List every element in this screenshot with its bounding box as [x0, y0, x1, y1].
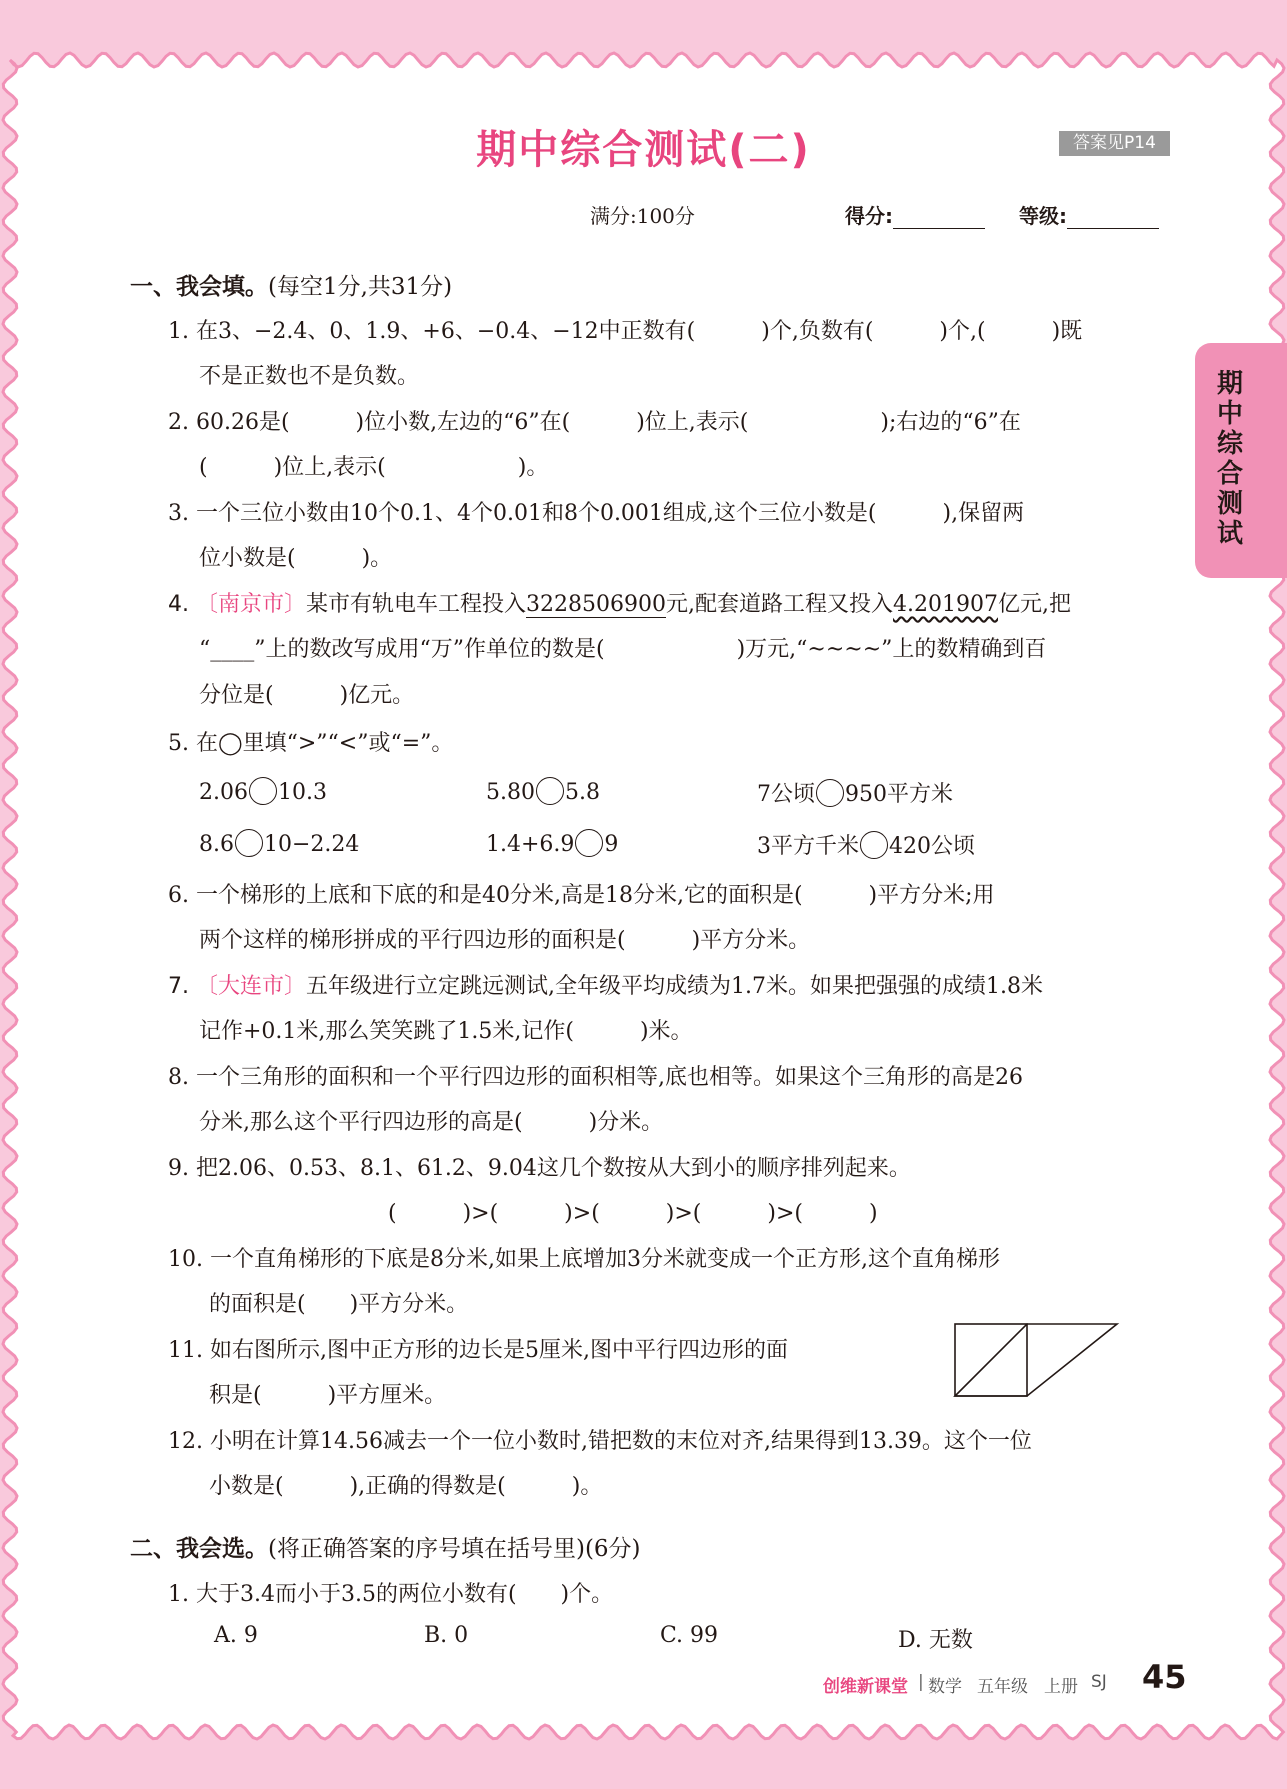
section-heading-fill [130, 268, 452, 301]
question-line: 分位是( )亿元。 [199, 683, 415, 708]
question-line: ( )位上,表示( )。 [199, 455, 549, 480]
compare-left: 3平方千米 [757, 834, 859, 859]
compare-item [757, 777, 953, 808]
question-line: 9. 把2.06、0.53、8.1、61.2、9.04这几个数按从大到小的顺序排列起来。 [168, 1156, 911, 1181]
footer-volume: 上册 [1044, 1677, 1078, 1697]
compare-left: 7公顷 [757, 782, 815, 807]
ordering-blanks: ( )>( )>( )>( )>( ) [388, 1201, 878, 1226]
question-line: 的面积是( )平方分米。 [209, 1292, 469, 1317]
footer-edition: SJ [1091, 1672, 1107, 1692]
option-a: A. 9 [214, 1623, 258, 1648]
section1-note: (每空1分,共31分) [268, 274, 453, 300]
section1-heading: 一、我会填。 [130, 274, 268, 300]
underlined-amount: 3228506900 [526, 592, 666, 617]
grade-blank [1067, 206, 1159, 229]
q4-text: 某市有轨电车工程投入 [306, 592, 527, 617]
answer-reference-badge: 答案见P14 [1059, 131, 1170, 156]
question-line: 两个这样的梯形拼成的平行四边形的面积是( )平方分米。 [199, 928, 811, 953]
question-line: 小数是( ),正确的得数是( )。 [209, 1474, 603, 1499]
question-line: 3. 一个三位小数由10个0.1、4个0.01和8个0.001组成,这个三位小数是( ),保留两 [168, 501, 1025, 526]
compare-right: 5.8 [564, 780, 600, 805]
option-b: B. 0 [424, 1623, 469, 1648]
full-marks: 满分:100分 [590, 204, 695, 228]
wavy-underlined-amount: 4.201907 [893, 592, 998, 617]
grade-field [1019, 200, 1159, 229]
footer-brand: 创维新课堂 [823, 1677, 908, 1697]
question-5-prompt: 5. 在◯里填“>”“<”或“=”。 [168, 731, 454, 756]
footer-subject: 数学 [928, 1677, 962, 1697]
question-line: 记作+0.1米,那么笑笑跳了1.5米,记作( )米。 [199, 1019, 693, 1044]
compare-item [199, 829, 359, 857]
compare-item [486, 777, 600, 805]
compare-left: 1.4+6.9 [486, 832, 575, 857]
option-c: C. 99 [660, 1623, 719, 1648]
compare-circle [860, 831, 888, 859]
question-7: 7. 〔大连市〕五年级进行立定跳远测试,全年级平均成绩为1.7米。如果把强强的成绩1.8米 [168, 974, 1043, 999]
compare-right: 10−2.24 [264, 832, 360, 857]
question-line: 12. 小明在计算14.56减去一个一位小数时,错把数的末位对齐,结果得到13.39。这个一位 [168, 1429, 1032, 1454]
side-tab-label: 期中综合测试 [1217, 369, 1244, 549]
question-line: 1. 大于3.4而小于3.5的两位小数有( )个。 [168, 1582, 614, 1607]
compare-circle [816, 779, 844, 807]
page-title: 期中综合测试(二) [476, 127, 811, 173]
page-number: 45 [1142, 1658, 1187, 1696]
compare-left: 8.6 [199, 832, 234, 857]
q4-text: 亿元,把 [997, 592, 1071, 617]
compare-right: 420公顷 [889, 834, 975, 859]
question-line: 位小数是( )。 [199, 546, 393, 571]
q4-text: 元,配套道路工程又投入 [666, 592, 893, 617]
question-line: 11. 如右图所示,图中正方形的边长是5厘米,图中平行四边形的面 [168, 1338, 788, 1363]
compare-item [757, 829, 975, 860]
compare-circle [235, 829, 263, 857]
score-field [845, 200, 985, 229]
compare-circle [249, 777, 277, 805]
city-tag: 〔南京市〕 [195, 592, 306, 617]
city-tag: 〔大连市〕 [195, 974, 306, 999]
compare-left: 2.06 [199, 780, 248, 805]
parallelogram-figure [952, 1321, 1120, 1399]
compare-right: 9 [604, 832, 619, 857]
question-line: 分米,那么这个平行四边形的高是( )分米。 [199, 1110, 664, 1135]
question-line: 积是( )平方厘米。 [209, 1383, 447, 1408]
compare-right: 10.3 [277, 780, 327, 805]
question-line: “____”上的数改写成用“万”作单位的数是( )万元,“~~~~”上的数精确到百 [199, 637, 1047, 662]
option-d: D. 无数 [898, 1628, 973, 1653]
question-line: 1. 在3、−2.4、0、1.9、+6、−0.4、−12中正数有( )个,负数有( )个,( )既 [168, 319, 1083, 344]
compare-circle [575, 829, 603, 857]
side-tab [1195, 343, 1287, 578]
section2-note: (将正确答案的序号填在括号里)(6分) [268, 1536, 641, 1562]
question-4: 4. 〔南京市〕某市有轨电车工程投入3228506900元,配套道路工程又投入4.201907亿元,把 [168, 592, 1071, 617]
section2-heading: 二、我会选。 [130, 1536, 268, 1562]
question-line: 8. 一个三角形的面积和一个平行四边形的面积相等,底也相等。如果这个三角形的高是26 [168, 1065, 1023, 1090]
footer-grade: 五年级 [977, 1677, 1028, 1697]
score-blank [893, 206, 985, 229]
q7-text: 五年级进行立定跳远测试,全年级平均成绩为1.7米。如果把强强的成绩1.8米 [306, 974, 1043, 999]
compare-right: 950平方米 [845, 782, 953, 807]
section-heading-choose [130, 1530, 641, 1563]
compare-left: 5.80 [486, 780, 535, 805]
score-label: 得分: [845, 204, 893, 228]
question-line: 不是正数也不是负数。 [199, 364, 420, 389]
question-line: 10. 一个直角梯形的下底是8分米,如果上底增加3分米就变成一个正方形,这个直角梯形 [168, 1247, 1000, 1272]
question-line: 6. 一个梯形的上底和下底的和是40分米,高是18分米,它的面积是( )平方分米;用 [168, 883, 995, 908]
question-line: 2. 60.26是( )位小数,左边的“6”在( )位上,表示( );右边的“6”在 [168, 410, 1021, 435]
footer-divider: | [918, 1672, 924, 1692]
compare-circle [536, 777, 564, 805]
compare-item [199, 777, 327, 805]
compare-item [486, 829, 618, 857]
grade-label: 等级: [1019, 204, 1067, 228]
